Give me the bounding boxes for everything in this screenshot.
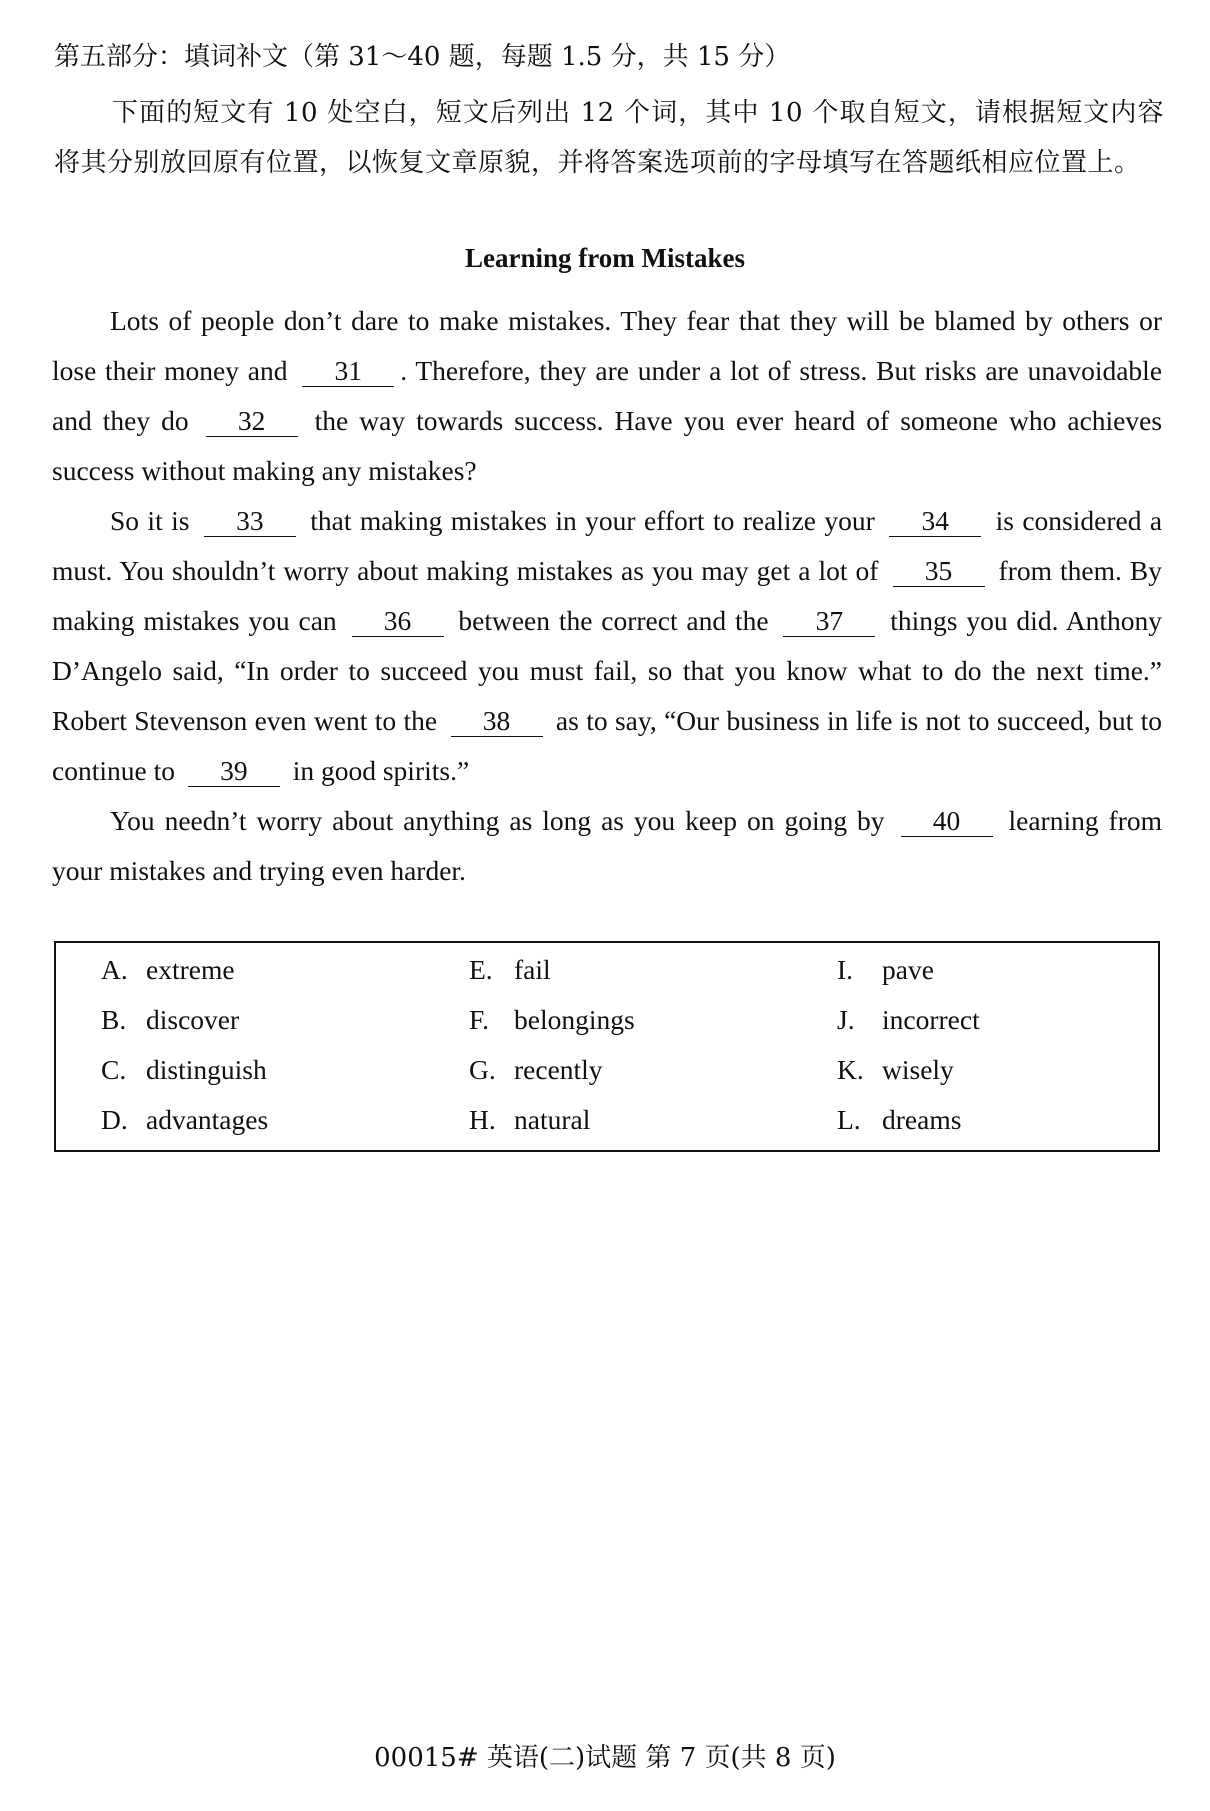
- option-letter: G.: [469, 1054, 496, 1085]
- option-word: belongings: [514, 1004, 635, 1035]
- option-word: fail: [514, 954, 551, 985]
- blank-39: 39: [188, 756, 280, 787]
- passage-text: in good spirits.”: [292, 755, 470, 786]
- passage-text: the way towards success. Have you ever heard of someone who achieves success without making any mistakes?: [52, 405, 1163, 486]
- blank-37: 37: [783, 606, 875, 637]
- option-word: extreme: [146, 954, 235, 985]
- option-g: [469, 1054, 603, 1086]
- blank-38: 38: [451, 706, 543, 737]
- option-word: advantages: [146, 1104, 269, 1135]
- option-b: [101, 1004, 239, 1036]
- passage-text: So it is: [110, 505, 190, 536]
- option-word: pave: [882, 954, 934, 985]
- option-j: [837, 1004, 980, 1036]
- word-options-box: [54, 941, 1160, 1152]
- option-word: natural: [514, 1104, 591, 1135]
- option-d: [101, 1104, 268, 1136]
- passage-title: Learning from Mistakes: [465, 243, 745, 273]
- passage-text: from them. By making mistakes you can: [52, 555, 1162, 636]
- section-heading: 第五部分：填词补文（第 31～40 题，每题 1.5 分，共 15 分）: [54, 42, 791, 72]
- passage-text: that making mistakes in your effort to realize your: [310, 505, 875, 536]
- blank-35: 35: [893, 556, 985, 587]
- passage-text: Lots of people don’t dare to make mistakes. They fear that they will be blamed by others or lose their money and: [52, 305, 1162, 386]
- passage-text: is considered a must. You shouldn’t worry about making mistakes as you may get a lot of: [52, 505, 1163, 586]
- option-word: recently: [514, 1054, 603, 1085]
- option-f: [469, 1004, 635, 1036]
- option-h: [469, 1104, 590, 1136]
- paragraph-1: [52, 296, 1162, 496]
- option-e: [469, 954, 551, 986]
- blank-34: 34: [889, 506, 981, 537]
- option-letter: I.: [837, 954, 854, 985]
- paragraph-2: [52, 496, 1162, 796]
- passage-text: . Therefore, they are under a lot of stress. But risks are unavoidable and they do: [52, 355, 1163, 436]
- option-word: incorrect: [882, 1004, 980, 1035]
- passage-text: things you did. Anthony D’Angelo said, “In order to succeed you must fail, so that you know what to do the next time.” Robert Stevenson even went to the: [52, 605, 1163, 736]
- option-letter: K.: [837, 1054, 864, 1085]
- option-word: distinguish: [146, 1054, 267, 1085]
- option-c: [101, 1054, 267, 1086]
- blank-32: 32: [206, 406, 298, 437]
- option-letter: D.: [101, 1104, 128, 1135]
- option-letter: E.: [469, 954, 493, 985]
- option-letter: A.: [101, 954, 128, 985]
- blank-40: 40: [901, 806, 993, 837]
- instructions: 下面的短文有 10 处空白，短文后列出 12 个词，其中 10 个取自短文，请根据短文内容将其分别放回原有位置，以恢复文章原貌，并将答案选项前的字母填写在答题纸相应位置上。: [54, 98, 1164, 178]
- option-word: dreams: [882, 1104, 962, 1135]
- paragraph-3: [52, 796, 1162, 896]
- option-word: discover: [146, 1004, 240, 1035]
- passage: [52, 296, 1162, 896]
- option-a: [101, 954, 235, 986]
- option-word: wisely: [882, 1054, 954, 1085]
- blank-31: 31: [302, 356, 394, 387]
- page-footer: 00015# 英语(二)试题 第 7 页(共 8 页): [374, 1743, 836, 1773]
- option-letter: F.: [469, 1004, 489, 1035]
- passage-text: between the correct and the: [458, 605, 769, 636]
- passage-text: You needn’t worry about anything as long as you keep on going by: [110, 805, 885, 836]
- option-letter: B.: [101, 1004, 127, 1035]
- option-letter: H.: [469, 1104, 496, 1135]
- option-letter: C.: [101, 1054, 127, 1085]
- passage-text: as to say, “Our business in life is not to succeed, but to continue to: [52, 705, 1163, 786]
- blank-33: 33: [204, 506, 296, 537]
- blank-36: 36: [352, 606, 444, 637]
- passage-text: learning from your mistakes and trying even harder.: [52, 805, 1163, 886]
- option-letter: L.: [837, 1104, 861, 1135]
- option-i: [837, 954, 934, 986]
- option-l: [837, 1104, 961, 1136]
- option-k: [837, 1054, 954, 1086]
- option-letter: J.: [837, 1004, 855, 1035]
